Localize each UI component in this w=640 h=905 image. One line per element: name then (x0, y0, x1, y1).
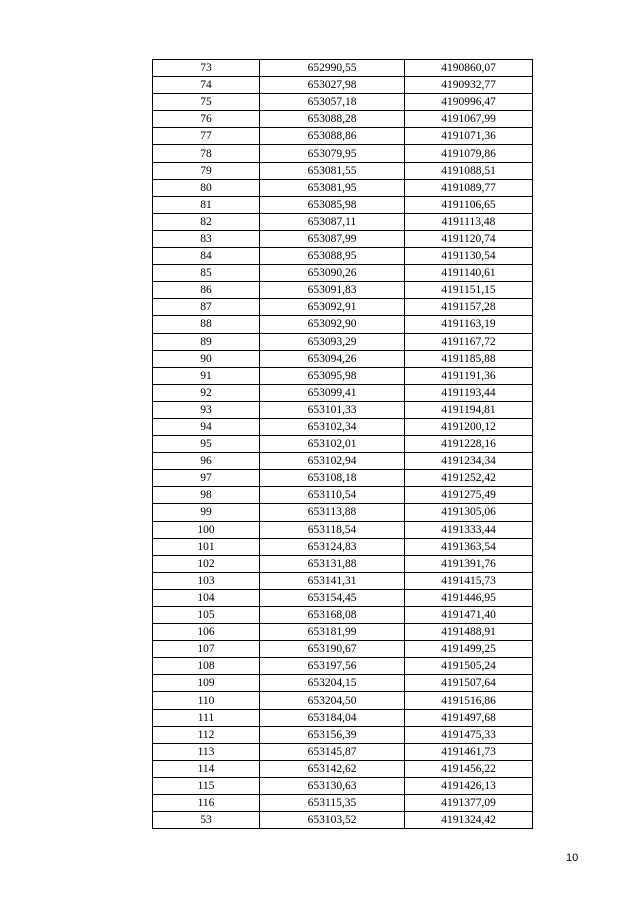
y-coordinate-cell: 4191079,86 (405, 145, 533, 162)
y-coordinate-cell: 4190860,07 (405, 60, 533, 77)
y-coordinate-cell: 4191475,33 (405, 726, 533, 743)
y-coordinate-cell: 4191113,48 (405, 213, 533, 230)
table-row (153, 77, 533, 94)
x-coordinate-cell: 653092,91 (260, 299, 405, 316)
table-row (153, 401, 533, 418)
point-number-cell: 106 (153, 624, 260, 641)
y-coordinate-cell: 4191194,81 (405, 401, 533, 418)
point-number-cell: 100 (153, 521, 260, 538)
y-coordinate-cell: 4191089,77 (405, 179, 533, 196)
point-number-cell: 76 (153, 111, 260, 128)
table-row (153, 795, 533, 812)
x-coordinate-cell: 653142,62 (260, 760, 405, 777)
point-number-cell: 89 (153, 333, 260, 350)
y-coordinate-cell: 4191305,06 (405, 504, 533, 521)
x-coordinate-cell: 653168,08 (260, 607, 405, 624)
table-row (153, 760, 533, 777)
x-coordinate-cell: 653088,28 (260, 111, 405, 128)
point-number-cell: 104 (153, 589, 260, 606)
table-row (153, 589, 533, 606)
x-coordinate-cell: 653204,15 (260, 675, 405, 692)
point-number-cell: 80 (153, 179, 260, 196)
point-number-cell: 101 (153, 538, 260, 555)
y-coordinate-cell: 4190932,77 (405, 77, 533, 94)
x-coordinate-cell: 653131,88 (260, 555, 405, 572)
table-row (153, 521, 533, 538)
point-number-cell: 81 (153, 196, 260, 213)
x-coordinate-cell: 653115,35 (260, 795, 405, 812)
page-number: 10 (566, 852, 579, 864)
table-row (153, 316, 533, 333)
table-row (153, 624, 533, 641)
x-coordinate-cell: 653087,99 (260, 230, 405, 247)
x-coordinate-cell: 653093,29 (260, 333, 405, 350)
x-coordinate-cell: 653110,54 (260, 487, 405, 504)
point-number-cell: 75 (153, 94, 260, 111)
table-row (153, 282, 533, 299)
y-coordinate-cell: 4191456,22 (405, 760, 533, 777)
table-row (153, 60, 533, 77)
x-coordinate-cell: 653103,52 (260, 812, 405, 829)
x-coordinate-cell: 653088,86 (260, 128, 405, 145)
table-row (153, 812, 533, 829)
y-coordinate-cell: 4191185,88 (405, 350, 533, 367)
x-coordinate-cell: 653090,26 (260, 265, 405, 282)
table-row (153, 111, 533, 128)
table-row (153, 709, 533, 726)
x-coordinate-cell: 652990,55 (260, 60, 405, 77)
table-row (153, 453, 533, 470)
point-number-cell: 107 (153, 641, 260, 658)
y-coordinate-cell: 4191499,25 (405, 641, 533, 658)
point-number-cell: 92 (153, 384, 260, 401)
x-coordinate-cell: 653102,94 (260, 453, 405, 470)
point-number-cell: 96 (153, 453, 260, 470)
x-coordinate-cell: 653130,63 (260, 777, 405, 794)
y-coordinate-cell: 4191167,72 (405, 333, 533, 350)
table-row (153, 607, 533, 624)
table-row (153, 572, 533, 589)
y-coordinate-cell: 4191426,13 (405, 777, 533, 794)
y-coordinate-cell: 4191200,12 (405, 418, 533, 435)
table-row (153, 265, 533, 282)
table-row (153, 641, 533, 658)
point-number-cell: 95 (153, 436, 260, 453)
y-coordinate-cell: 4191471,40 (405, 607, 533, 624)
y-coordinate-cell: 4191333,44 (405, 521, 533, 538)
point-number-cell: 79 (153, 162, 260, 179)
y-coordinate-cell: 4191191,36 (405, 367, 533, 384)
coordinates-table-body (153, 60, 533, 829)
table-row (153, 350, 533, 367)
point-number-cell: 98 (153, 487, 260, 504)
y-coordinate-cell: 4191516,86 (405, 692, 533, 709)
y-coordinate-cell: 4190996,47 (405, 94, 533, 111)
y-coordinate-cell: 4191505,24 (405, 658, 533, 675)
y-coordinate-cell: 4191324,42 (405, 812, 533, 829)
x-coordinate-cell: 653092,90 (260, 316, 405, 333)
table-row (153, 384, 533, 401)
table-row (153, 179, 533, 196)
x-coordinate-cell: 653181,99 (260, 624, 405, 641)
point-number-cell: 103 (153, 572, 260, 589)
table-row (153, 418, 533, 435)
y-coordinate-cell: 4191461,73 (405, 743, 533, 760)
table-row (153, 367, 533, 384)
table-row (153, 230, 533, 247)
x-coordinate-cell: 653091,83 (260, 282, 405, 299)
x-coordinate-cell: 653099,41 (260, 384, 405, 401)
table-row (153, 436, 533, 453)
y-coordinate-cell: 4191071,36 (405, 128, 533, 145)
point-number-cell: 53 (153, 812, 260, 829)
table-row (153, 162, 533, 179)
point-number-cell: 73 (153, 60, 260, 77)
point-number-cell: 99 (153, 504, 260, 521)
point-number-cell: 109 (153, 675, 260, 692)
point-number-cell: 85 (153, 265, 260, 282)
x-coordinate-cell: 653154,45 (260, 589, 405, 606)
table-row (153, 470, 533, 487)
point-number-cell: 97 (153, 470, 260, 487)
table-row (153, 504, 533, 521)
y-coordinate-cell: 4191106,65 (405, 196, 533, 213)
x-coordinate-cell: 653141,31 (260, 572, 405, 589)
x-coordinate-cell: 653204,50 (260, 692, 405, 709)
x-coordinate-cell: 653108,18 (260, 470, 405, 487)
point-number-cell: 74 (153, 77, 260, 94)
point-number-cell: 94 (153, 418, 260, 435)
point-number-cell: 108 (153, 658, 260, 675)
table-row (153, 487, 533, 504)
y-coordinate-cell: 4191130,54 (405, 248, 533, 265)
x-coordinate-cell: 653095,98 (260, 367, 405, 384)
x-coordinate-cell: 653102,01 (260, 436, 405, 453)
x-coordinate-cell: 653190,67 (260, 641, 405, 658)
table-row (153, 145, 533, 162)
table-row (153, 248, 533, 265)
x-coordinate-cell: 653118,54 (260, 521, 405, 538)
x-coordinate-cell: 653113,88 (260, 504, 405, 521)
point-number-cell: 84 (153, 248, 260, 265)
y-coordinate-cell: 4191497,68 (405, 709, 533, 726)
x-coordinate-cell: 653101,33 (260, 401, 405, 418)
point-number-cell: 116 (153, 795, 260, 812)
table-row (153, 333, 533, 350)
point-number-cell: 102 (153, 555, 260, 572)
y-coordinate-cell: 4191120,74 (405, 230, 533, 247)
table-row (153, 213, 533, 230)
x-coordinate-cell: 653145,87 (260, 743, 405, 760)
table-row (153, 128, 533, 145)
coordinates-table (152, 59, 533, 829)
y-coordinate-cell: 4191140,61 (405, 265, 533, 282)
x-coordinate-cell: 653057,18 (260, 94, 405, 111)
point-number-cell: 77 (153, 128, 260, 145)
table-row (153, 658, 533, 675)
point-number-cell: 87 (153, 299, 260, 316)
x-coordinate-cell: 653081,95 (260, 179, 405, 196)
y-coordinate-cell: 4191193,44 (405, 384, 533, 401)
y-coordinate-cell: 4191275,49 (405, 487, 533, 504)
table-row (153, 675, 533, 692)
y-coordinate-cell: 4191067,99 (405, 111, 533, 128)
y-coordinate-cell: 4191151,15 (405, 282, 533, 299)
table-row (153, 538, 533, 555)
table-row (153, 299, 533, 316)
y-coordinate-cell: 4191415,73 (405, 572, 533, 589)
point-number-cell: 111 (153, 709, 260, 726)
y-coordinate-cell: 4191446,95 (405, 589, 533, 606)
point-number-cell: 105 (153, 607, 260, 624)
table-row (153, 743, 533, 760)
point-number-cell: 93 (153, 401, 260, 418)
point-number-cell: 78 (153, 145, 260, 162)
x-coordinate-cell: 653184,04 (260, 709, 405, 726)
point-number-cell: 90 (153, 350, 260, 367)
x-coordinate-cell: 653088,95 (260, 248, 405, 265)
table-row (153, 555, 533, 572)
y-coordinate-cell: 4191488,91 (405, 624, 533, 641)
point-number-cell: 115 (153, 777, 260, 794)
y-coordinate-cell: 4191088,51 (405, 162, 533, 179)
y-coordinate-cell: 4191228,16 (405, 436, 533, 453)
table-row (153, 777, 533, 794)
y-coordinate-cell: 4191391,76 (405, 555, 533, 572)
table-row (153, 94, 533, 111)
x-coordinate-cell: 653156,39 (260, 726, 405, 743)
x-coordinate-cell: 653124,83 (260, 538, 405, 555)
y-coordinate-cell: 4191163,19 (405, 316, 533, 333)
x-coordinate-cell: 653085,98 (260, 196, 405, 213)
point-number-cell: 114 (153, 760, 260, 777)
y-coordinate-cell: 4191377,09 (405, 795, 533, 812)
point-number-cell: 86 (153, 282, 260, 299)
y-coordinate-cell: 4191363,54 (405, 538, 533, 555)
x-coordinate-cell: 653081,55 (260, 162, 405, 179)
table-row (153, 692, 533, 709)
y-coordinate-cell: 4191234,34 (405, 453, 533, 470)
y-coordinate-cell: 4191157,28 (405, 299, 533, 316)
point-number-cell: 110 (153, 692, 260, 709)
x-coordinate-cell: 653027,98 (260, 77, 405, 94)
y-coordinate-cell: 4191252,42 (405, 470, 533, 487)
point-number-cell: 113 (153, 743, 260, 760)
point-number-cell: 83 (153, 230, 260, 247)
table-row (153, 196, 533, 213)
x-coordinate-cell: 653197,56 (260, 658, 405, 675)
y-coordinate-cell: 4191507,64 (405, 675, 533, 692)
x-coordinate-cell: 653079,95 (260, 145, 405, 162)
x-coordinate-cell: 653087,11 (260, 213, 405, 230)
point-number-cell: 112 (153, 726, 260, 743)
x-coordinate-cell: 653094,26 (260, 350, 405, 367)
table-row (153, 726, 533, 743)
x-coordinate-cell: 653102,34 (260, 418, 405, 435)
point-number-cell: 88 (153, 316, 260, 333)
point-number-cell: 82 (153, 213, 260, 230)
point-number-cell: 91 (153, 367, 260, 384)
